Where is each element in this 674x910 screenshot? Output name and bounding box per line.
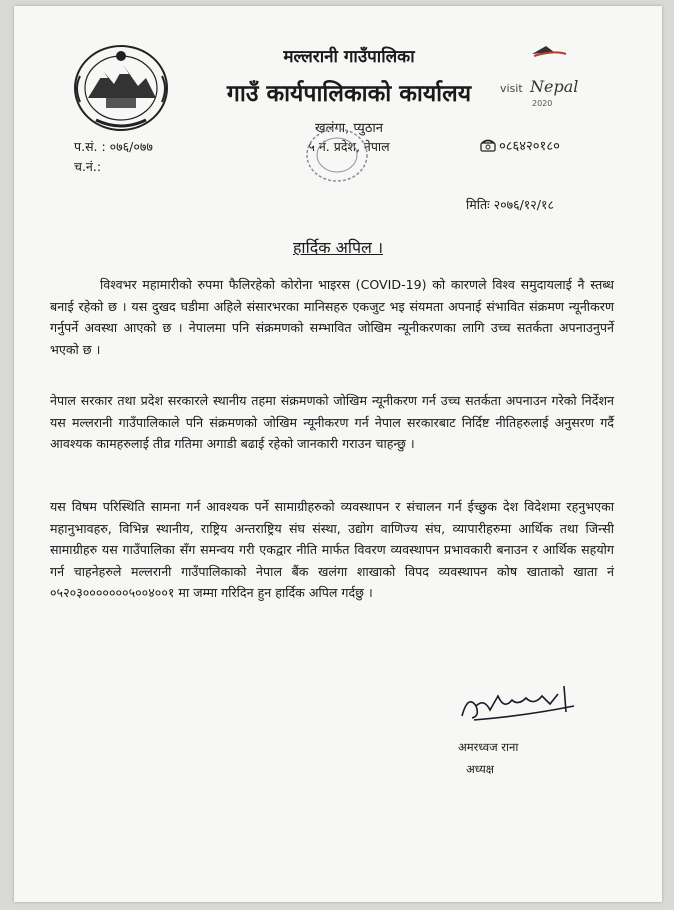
handwritten-signature [454, 676, 584, 728]
phone-number [480, 136, 560, 154]
letter-subject: हार्दिक अपिल । [292, 238, 384, 257]
signatory-name: अमरध्वज राना [458, 740, 519, 754]
visit-nepal-icon [494, 40, 604, 112]
visit-nepal-logo [494, 40, 604, 112]
phone-value: ०८६४२०१८० [499, 139, 560, 154]
svg-text:2020: 2020 [532, 99, 553, 108]
paragraph-2: नेपाल सरकार तथा प्रदेश सरकारले स्थानीय तहमा संक्रमणको जोखिम न्यूनीकरण गर्न उच्च सतर्कता अपनाउन गरेको निर्देशन यस मल्लरानी गाउँपालिकाले पनि संक्रमणको जोखिम न्यूनीकरण गर्न नेपाल सरकारबाट निर्दिष्ट नीतिहरुलाई अनुसरण गर्दै आवश्यक कामहरुलाई तीव्र गतिमा अगाडी बढाई रहेको जानकारी गराउन चाहन्छु । [50, 393, 614, 451]
office-province: ५ नं. प्रदेश, नेपाल [308, 139, 390, 154]
paragraph-1: विश्वभर महामारीको रुपमा फैलिरहेको कोरोना भाइरस (COVID-19) को कारणले विश्व समुदायलाई नै स्तब्ध बनाई रहेको छ । यस दुखद घडीमा अहिले संसारभरका मानिसहरु एकजुट भइ संयमता अपनाई संभावित संक्रमण न्यूनीकरण गर्नुपर्ने अवस्था आएको छ । नेपालमा पनि संक्रमणको सम्भावित जोखिम न्यूनीकरणका लागि उच्च सतर्कता अपनाउनुपर्ने भएको छ । [50, 277, 614, 357]
letter-date: मितिः २०७६/१२/१८ [466, 197, 554, 212]
signatory-title: अध्यक्ष [466, 762, 495, 776]
office-location: खलंगा, प्युठान [315, 121, 383, 136]
paragraph-3: यस विषम परिस्थिति सामना गर्न आवश्यक पर्ने सामाग्रीहरुको व्यवस्थापन र संचालन गर्न ईच्छुक देश विदेशमा रहनुभएका महानुभावहरु, विभिन्न स्थानीय, राष्ट्रिय अन्तराष्ट्रिय संघ संस्था, उद्योग वाणिज्य संघ, व्यापारीहरुमा आर्थिक तथा जिन्सी सामाग्रीहरु यस गाउँपालिका सँग समन्वय गरी एकद्वार नीति मार्फत विवरण व्यवस्थापन प्रभावकारी बनाउन र आर्थिक सहयोग गर्न चाहनेहरुले मल्लरानी गाउँपालिकाको नेपाल बैंक खलंगा शाखाको विपद व्यवस्थापन कोष खाताको खाता नं ०५२०३०००००००५००४००१ मा जम्मा गरिदिन हुन हार्दिक अपिल गर्दछु । [50, 499, 614, 600]
nepal-government-emblem-icon [66, 36, 176, 136]
svg-text:visit: visit [500, 82, 523, 95]
office-name: गाउँ कार्यपालिकाको कार्यालय [226, 81, 472, 107]
reference-number: प.सं. : ०७६/०७७ [74, 139, 153, 154]
municipality-name: मल्लरानी गाउँपालिका [283, 47, 415, 67]
office-stamp-icon [302, 124, 372, 186]
svg-text:Nepal: Nepal [530, 77, 579, 96]
telephone-icon [480, 138, 496, 152]
dispatch-number: च.नं.: [74, 159, 102, 174]
letter-page [14, 6, 662, 902]
